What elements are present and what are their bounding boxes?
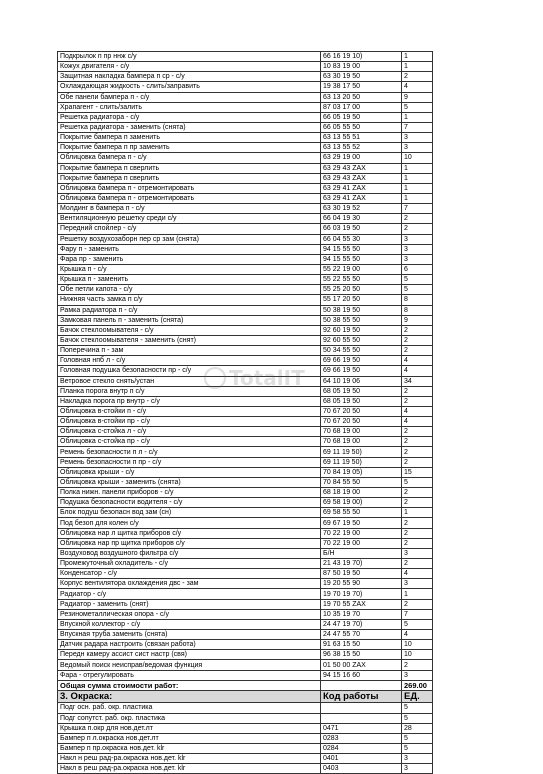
work-description-cell: Головная нпб л - с/у <box>58 356 321 366</box>
work-units-cell: 10 <box>402 153 433 163</box>
work-code-cell: 55 25 20 50 <box>321 285 402 295</box>
paint-description-cell: Накл в реш рад-ра.окраска нов.дет. klr <box>58 764 321 774</box>
work-code-cell: 87 50 19 50 <box>321 569 402 579</box>
work-units-cell: 2 <box>402 386 433 396</box>
work-description-cell: Нижняя часть замка п с/у <box>58 295 321 305</box>
section-header-row <box>58 690 433 703</box>
table-row <box>58 630 433 640</box>
work-units-cell: 1 <box>402 589 433 599</box>
table-row <box>58 214 433 224</box>
table-row <box>58 82 433 92</box>
table-row <box>58 733 433 743</box>
work-description-cell: Полка нижн. панели приборов - с/у <box>58 488 321 498</box>
work-description-cell: Кожух двигателя - с/у <box>58 62 321 72</box>
paint-code-cell: 0283 <box>321 733 402 743</box>
work-units-cell: 4 <box>402 366 433 376</box>
paint-code-cell: 0403 <box>321 764 402 774</box>
work-units-cell: 4 <box>402 356 433 366</box>
work-code-cell: 68 05 19 50 <box>321 386 402 396</box>
work-description-cell: Покрытие бампера п сверлить <box>58 173 321 183</box>
work-code-cell: 50 38 55 50 <box>321 315 402 325</box>
work-code-cell: 55 22 19 00 <box>321 264 402 274</box>
paint-units-cell: 5 <box>402 703 433 713</box>
work-code-cell: 69 66 19 50 <box>321 356 402 366</box>
paint-code-cell <box>321 703 402 713</box>
table-row <box>58 417 433 427</box>
work-code-cell: 63 29 19 00 <box>321 153 402 163</box>
work-code-cell: 70 22 19 00 <box>321 528 402 538</box>
work-code-cell: 50 38 19 50 <box>321 305 402 315</box>
paint-description-cell: Накл н реш рад-ра.окраска нов.дет. klr <box>58 754 321 764</box>
table-row <box>58 670 433 680</box>
table-row <box>58 254 433 264</box>
work-units-cell: 3 <box>402 254 433 264</box>
work-units-cell: 9 <box>402 92 433 102</box>
work-description-cell: Покрытие бампера п заменить <box>58 133 321 143</box>
work-code-cell: 94 15 16 60 <box>321 670 402 680</box>
work-code-cell: 92 60 19 50 <box>321 325 402 335</box>
work-code-cell: 01 50 00 ZAX <box>321 660 402 670</box>
work-units-cell: 1 <box>402 52 433 62</box>
table-row <box>58 264 433 274</box>
work-description-cell: Облицовка бампера п - с/у <box>58 153 321 163</box>
works-table <box>57 51 433 774</box>
table-row <box>58 427 433 437</box>
table-row <box>58 133 433 143</box>
work-code-cell: 94 15 55 50 <box>321 254 402 264</box>
work-units-cell: 1 <box>402 62 433 72</box>
work-units-cell: 2 <box>402 488 433 498</box>
table-row <box>58 488 433 498</box>
work-units-cell: 2 <box>402 427 433 437</box>
paint-units-cell: 3 <box>402 764 433 774</box>
work-units-cell: 5 <box>402 285 433 295</box>
work-units-cell: 2 <box>402 518 433 528</box>
work-units-cell: 7 <box>402 122 433 132</box>
work-units-cell: 3 <box>402 234 433 244</box>
work-units-cell: 2 <box>402 599 433 609</box>
work-description-cell: Накладка порога пр внутр - с/у <box>58 396 321 406</box>
work-code-cell: 63 29 41 ZAX <box>321 193 402 203</box>
table-row <box>58 498 433 508</box>
code-column-header: Код работы <box>321 690 402 703</box>
work-code-cell: 63 13 20 50 <box>321 92 402 102</box>
table-row <box>58 244 433 254</box>
work-units-cell: 2 <box>402 660 433 670</box>
table-row <box>58 325 433 335</box>
work-units-cell: 2 <box>402 335 433 345</box>
work-code-cell: 69 67 19 50 <box>321 518 402 528</box>
work-units-cell: 10 <box>402 640 433 650</box>
table-row <box>58 703 433 713</box>
work-description-cell: Обе петли капота - с/у <box>58 285 321 295</box>
work-code-cell: 70 67 20 50 <box>321 406 402 416</box>
work-description-cell: Решетка радиатора - заменить (снята) <box>58 122 321 132</box>
work-code-cell: 92 60 55 50 <box>321 335 402 345</box>
table-row <box>58 122 433 132</box>
work-code-cell: 24 47 55 70 <box>321 630 402 640</box>
work-description-cell: Облицовка в-стойки пр - с/у <box>58 417 321 427</box>
table-row <box>58 62 433 72</box>
work-description-cell: Блок подуш безопасн вод зам (сн) <box>58 508 321 518</box>
table-row <box>58 619 433 629</box>
work-code-cell: 91 63 15 50 <box>321 640 402 650</box>
work-units-cell: 5 <box>402 477 433 487</box>
work-code-cell: 70 22 19 00 <box>321 538 402 548</box>
work-description-cell: Защитная накладка бампера п ср - с/у <box>58 72 321 82</box>
work-code-cell: 63 30 19 50 <box>321 72 402 82</box>
work-code-cell: 69 66 19 50 <box>321 366 402 376</box>
paint-units-cell: 5 <box>402 713 433 723</box>
work-code-cell: 68 18 19 00 <box>321 488 402 498</box>
work-units-cell: 10 <box>402 650 433 660</box>
paint-code-cell: 0401 <box>321 754 402 764</box>
table-row <box>58 406 433 416</box>
work-units-cell: 3 <box>402 133 433 143</box>
work-description-cell: Молдинг в бампера п - с/у <box>58 204 321 214</box>
work-units-cell: 2 <box>402 224 433 234</box>
work-units-cell: 7 <box>402 609 433 619</box>
work-code-cell: 63 29 43 ZAX <box>321 163 402 173</box>
work-description-cell: Облицовка крыши - с/у <box>58 467 321 477</box>
work-units-cell: 5 <box>402 102 433 112</box>
section-title: 3. Окраска: <box>58 690 321 703</box>
work-code-cell: 87 03 17 00 <box>321 102 402 112</box>
table-row <box>58 609 433 619</box>
table-row <box>58 224 433 234</box>
work-code-cell: 19 70 19 70) <box>321 589 402 599</box>
table-row <box>58 538 433 548</box>
work-description-cell: Облицовка нар пр щитка приборов с/у <box>58 538 321 548</box>
work-description-cell: Подушка безопасности водителя - с/у <box>58 498 321 508</box>
paint-description-cell: Подг осн. раб. окр. пластика <box>58 703 321 713</box>
work-units-cell: 7 <box>402 204 433 214</box>
work-units-cell: 1 <box>402 163 433 173</box>
table-row <box>58 508 433 518</box>
work-description-cell: Храпагент - слить/залить <box>58 102 321 112</box>
work-units-cell: 4 <box>402 82 433 92</box>
work-description-cell: Радиатор - заменить (снят) <box>58 599 321 609</box>
work-code-cell: 70 84 55 50 <box>321 477 402 487</box>
estimate-sheet <box>57 51 432 774</box>
table-row <box>58 437 433 447</box>
total-label: Общая сумма стоимости работ: <box>58 680 321 690</box>
work-units-cell: 1 <box>402 193 433 203</box>
table-row <box>58 346 433 356</box>
work-units-cell: 2 <box>402 396 433 406</box>
work-description-cell: Замковая панель п - заменить (снята) <box>58 315 321 325</box>
table-row <box>58 295 433 305</box>
table-row <box>58 723 433 733</box>
work-code-cell: 70 68 19 00 <box>321 427 402 437</box>
work-units-cell: 5 <box>402 275 433 285</box>
table-row <box>58 640 433 650</box>
table-row <box>58 72 433 82</box>
work-description-cell: Облицовка бампера п - отремонтировать <box>58 183 321 193</box>
works-table-body <box>58 52 433 774</box>
work-description-cell: Решетку воздухозаборн пер ср зам (снята) <box>58 234 321 244</box>
unit-column-header: ЕД. <box>402 690 433 703</box>
table-row <box>58 102 433 112</box>
work-units-cell: 4 <box>402 406 433 416</box>
work-code-cell: 55 22 55 50 <box>321 275 402 285</box>
work-description-cell: Бачок стеклоомывателя - заменить (снят) <box>58 335 321 345</box>
table-row <box>58 589 433 599</box>
table-row <box>58 305 433 315</box>
total-row <box>58 680 433 690</box>
work-description-cell: Облицовка в-стойки п - с/у <box>58 406 321 416</box>
paint-code-cell <box>321 713 402 723</box>
table-row <box>58 559 433 569</box>
table-row <box>58 754 433 764</box>
work-units-cell: 2 <box>402 437 433 447</box>
table-row <box>58 569 433 579</box>
work-description-cell: Радиатор - с/у <box>58 589 321 599</box>
work-code-cell: 10 83 19 00 <box>321 62 402 72</box>
table-row <box>58 275 433 285</box>
work-code-cell: 94 15 55 50 <box>321 244 402 254</box>
work-code-cell: 50 34 55 50 <box>321 346 402 356</box>
table-row <box>58 356 433 366</box>
work-description-cell: Воздуховод воздушного фильтра с/у <box>58 548 321 558</box>
work-code-cell: 55 17 20 50 <box>321 295 402 305</box>
work-code-cell: 21 43 19 70) <box>321 559 402 569</box>
work-description-cell: Передний спойлер - с/у <box>58 224 321 234</box>
paint-description-cell: Крышка п.окр для нов.дет.лт <box>58 723 321 733</box>
work-code-cell: 63 13 55 52 <box>321 143 402 153</box>
work-description-cell: Ведомый поиск неисправ/ведомая функция <box>58 660 321 670</box>
paint-code-cell: 0471 <box>321 723 402 733</box>
work-code-cell: 66 04 19 30 <box>321 214 402 224</box>
table-row <box>58 173 433 183</box>
work-code-cell: 70 68 19 00 <box>321 437 402 447</box>
work-units-cell: 2 <box>402 325 433 335</box>
table-row <box>58 396 433 406</box>
work-units-cell: 2 <box>402 559 433 569</box>
work-description-cell: Рамка радиатора п - с/у <box>58 305 321 315</box>
work-units-cell: 2 <box>402 538 433 548</box>
table-row <box>58 386 433 396</box>
work-description-cell: Передн камеру ассист сист настр (свя) <box>58 650 321 660</box>
work-description-cell: Планка порога внутр п с/у <box>58 386 321 396</box>
work-description-cell: Резинометаллическая опора - с/у <box>58 609 321 619</box>
work-description-cell: Головная подушка безопасности пр - с/у <box>58 366 321 376</box>
paint-units-cell: 5 <box>402 733 433 743</box>
table-row <box>58 335 433 345</box>
work-description-cell: Корпус вентилятора охлаждения двс - зам <box>58 579 321 589</box>
work-code-cell: 70 67 20 50 <box>321 417 402 427</box>
work-code-cell: 64 10 19 06 <box>321 376 402 386</box>
work-code-cell: 24 47 19 70) <box>321 619 402 629</box>
work-description-cell: Облицовка нар л щитка приборов с/у <box>58 528 321 538</box>
work-description-cell: Облицовка с-стойка пр - с/у <box>58 437 321 447</box>
work-code-cell: 19 20 55 90 <box>321 579 402 589</box>
work-code-cell: 66 05 55 50 <box>321 122 402 132</box>
table-row <box>58 285 433 295</box>
work-units-cell: 4 <box>402 417 433 427</box>
work-description-cell: Облицовка крыши - заменить (снята) <box>58 477 321 487</box>
work-description-cell: Покрытие бампера п пр заменить <box>58 143 321 153</box>
table-row <box>58 518 433 528</box>
work-description-cell: Впускной коллектор - с/у <box>58 619 321 629</box>
work-code-cell: 66 03 19 50 <box>321 224 402 234</box>
table-row <box>58 713 433 723</box>
work-description-cell: Облицовка с-стойка л - с/у <box>58 427 321 437</box>
table-row <box>58 579 433 589</box>
table-row <box>58 376 433 386</box>
work-units-cell: 2 <box>402 72 433 82</box>
work-units-cell: 8 <box>402 305 433 315</box>
work-code-cell: 69 58 55 50 <box>321 508 402 518</box>
work-code-cell: 63 30 19 52 <box>321 204 402 214</box>
work-description-cell: Фара - отрегулировать <box>58 670 321 680</box>
work-description-cell: Охлаждающая жидкость - слить/заправить <box>58 82 321 92</box>
paint-units-cell: 3 <box>402 754 433 764</box>
work-code-cell: 10 35 19 70 <box>321 609 402 619</box>
work-units-cell: 1 <box>402 112 433 122</box>
paint-description-cell: Подг сопутст. раб. окр. пластика <box>58 713 321 723</box>
paint-units-cell: 5 <box>402 743 433 753</box>
work-code-cell: Б/Н <box>321 548 402 558</box>
work-description-cell: Ремень безопасности п л - с/у <box>58 447 321 457</box>
table-row <box>58 528 433 538</box>
work-units-cell: 1 <box>402 183 433 193</box>
work-description-cell: Решетка радиатора - с/у <box>58 112 321 122</box>
work-code-cell: 69 11 19 50) <box>321 447 402 457</box>
table-row <box>58 204 433 214</box>
work-description-cell: Ремень безопасности п пр - с/у <box>58 457 321 467</box>
work-units-cell: 9 <box>402 315 433 325</box>
work-description-cell: Под безоп для колен с/у <box>58 518 321 528</box>
work-units-cell: 6 <box>402 264 433 274</box>
work-units-cell: 2 <box>402 498 433 508</box>
work-units-cell: 4 <box>402 630 433 640</box>
work-units-cell: 3 <box>402 579 433 589</box>
work-code-cell: 70 84 19 05) <box>321 467 402 477</box>
total-spacer <box>321 680 402 690</box>
work-units-cell: 2 <box>402 528 433 538</box>
work-units-cell: 2 <box>402 457 433 467</box>
table-row <box>58 467 433 477</box>
work-units-cell: 3 <box>402 143 433 153</box>
work-description-cell: Конденсатор - с/у <box>58 569 321 579</box>
work-description-cell: Ветровое стекло снять/устан <box>58 376 321 386</box>
table-row <box>58 163 433 173</box>
paint-units-cell: 28 <box>402 723 433 733</box>
paint-description-cell: Бампер п пр.окраска нов.дет. klr <box>58 743 321 753</box>
work-description-cell: Крышка п - заменить <box>58 275 321 285</box>
table-row <box>58 143 433 153</box>
work-description-cell: Датчик радара настроить (связан работа) <box>58 640 321 650</box>
work-units-cell: 15 <box>402 467 433 477</box>
work-description-cell: Покрытие бампера п сверлить <box>58 163 321 173</box>
work-code-cell: 66 04 55 30 <box>321 234 402 244</box>
table-row <box>58 193 433 203</box>
work-description-cell: Обе панели бампера п - с/у <box>58 92 321 102</box>
work-code-cell: 63 29 43 ZAX <box>321 173 402 183</box>
work-code-cell: 69 58 19 00) <box>321 498 402 508</box>
table-row <box>58 650 433 660</box>
watermark-text: TotalIT <box>229 366 305 390</box>
work-code-cell: 63 13 55 51 <box>321 133 402 143</box>
work-code-cell: 19 38 17 50 <box>321 82 402 92</box>
table-row <box>58 92 433 102</box>
paint-code-cell: 0284 <box>321 743 402 753</box>
work-description-cell: Облицовка бампера п - отремонтировать <box>58 193 321 203</box>
table-row <box>58 660 433 670</box>
table-row <box>58 366 433 376</box>
table-row <box>58 743 433 753</box>
work-description-cell: Бачок стеклоомывателя - с/у <box>58 325 321 335</box>
work-units-cell: 1 <box>402 508 433 518</box>
work-description-cell: Впускная труба заменить (снята) <box>58 630 321 640</box>
work-description-cell: Вентиляционную решетку среди с/у <box>58 214 321 224</box>
work-description-cell: Фару п - заменить <box>58 244 321 254</box>
work-units-cell: 3 <box>402 670 433 680</box>
paint-description-cell: Бампер п л.окраска нов.дет.лт <box>58 733 321 743</box>
table-row <box>58 112 433 122</box>
table-row <box>58 457 433 467</box>
work-code-cell: 66 16 19 10) <box>321 52 402 62</box>
table-row <box>58 599 433 609</box>
work-code-cell: 69 11 19 50) <box>321 457 402 467</box>
work-units-cell: 34 <box>402 376 433 386</box>
work-units-cell: 4 <box>402 569 433 579</box>
total-value: 269.00 <box>402 680 433 690</box>
work-units-cell: 2 <box>402 447 433 457</box>
work-units-cell: 3 <box>402 548 433 558</box>
table-row <box>58 315 433 325</box>
table-row <box>58 447 433 457</box>
work-description-cell: Поперечина п - зам <box>58 346 321 356</box>
work-description-cell: Промежуточный охладитель - с/у <box>58 559 321 569</box>
work-code-cell: 96 38 15 50 <box>321 650 402 660</box>
work-code-cell: 66 05 19 50 <box>321 112 402 122</box>
work-units-cell: 2 <box>402 346 433 356</box>
table-row <box>58 764 433 774</box>
table-row <box>58 153 433 163</box>
work-units-cell: 5 <box>402 619 433 629</box>
table-row <box>58 548 433 558</box>
table-row <box>58 183 433 193</box>
work-code-cell: 19 70 55 ZAX <box>321 599 402 609</box>
table-row <box>58 477 433 487</box>
work-code-cell: 63 29 41 ZAX <box>321 183 402 193</box>
table-row <box>58 234 433 244</box>
work-units-cell: 1 <box>402 173 433 183</box>
work-units-cell: 8 <box>402 295 433 305</box>
work-units-cell: 3 <box>402 244 433 254</box>
work-description-cell: Крышка п - с/у <box>58 264 321 274</box>
work-description-cell: Фара пр - заменить <box>58 254 321 264</box>
work-code-cell: 68 05 19 50 <box>321 396 402 406</box>
table-row <box>58 52 433 62</box>
work-units-cell: 2 <box>402 214 433 224</box>
work-description-cell: Подкрылок п пр ннж с/у <box>58 52 321 62</box>
